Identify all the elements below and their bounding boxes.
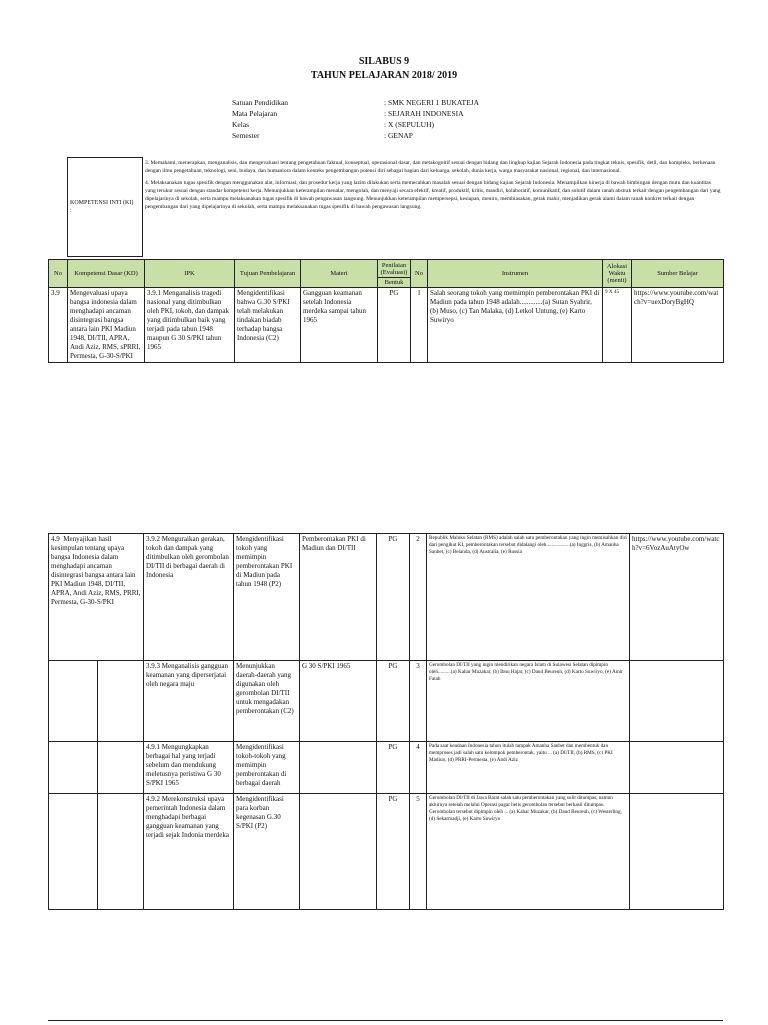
ki4-text: 4. Melaksanakan tugas spesifik dengan menggunakan alat, informasi, dan prosedur kerja yang lazim dilakukan serta memecahkan masalah sesuai dengan bidang kajian Sejarah Indonesia. Menampilkan kinerja di bawah bimbingan dengan mutu dan kuantitas yang terukur sesuai dengan standar kompetensi kerja. Menunjukkan keterampilan menalar, mengolah, dan menyaji secara efektif, kreatif, produktif, kritis, mandiri, kolaboratif, komunikatif, dan solutif dalam ranah abstrak terkait dengan pengembangan dari yang dipelajarinya di sekolah, serta mampu melaksanakan tugas spesifik di bawah pengawasan langsung. Menunjukkan keterampilan mempersepsi, kesiapan, meniru, membiasakan, gerak mahir, menjadikan gerak alami dalam ranah konkret terkait dengan pengembangan dari yang dipelajarinya di sekolah, serta mampu melaksanakan tugas spesifik di bawah pengawasan langsung.	[145, 179, 721, 210]
table-row	[49, 794, 724, 910]
row-instrumen: Gerombolan DI/TII di Jawa Barat salah satu pemberontakan yang sulit ditumpas, namun akhirnya setelah melalui Operasi pagar betis gerombolan tersebut berhasil ditumpas. Gerombolan tersebut dipimpin oleh ... (a) Kahar Muzakar, (b) Daud Beureuh, (c) Westerling, (d) Sekarmadji, (e) Karto Suwiryo	[427, 794, 630, 910]
row-sumber: https://www.youtube.com/watch?v=6VozAuAtyOw	[630, 534, 724, 661]
header-sumber: Sumber Belajar	[632, 260, 724, 288]
row-empty	[630, 661, 724, 742]
meta-value: : X (SEPULUH)	[384, 120, 434, 129]
row-tujuan: Mengidentifikasi para korban kegenasan G.30 S/PKI (P2)	[234, 794, 300, 910]
row-materi: Gangguan keamanan setelah Indonesia merdeka sampai tahun 1965	[301, 288, 378, 363]
row-materi: Pemberontakan PKI di Madiun dan DI/TII	[300, 534, 377, 661]
row-kd: Mengevaluasi upaya bangsa indonesia dalam menghadapi ancaman disintegrasi bangsa antara lain PKI Madiun 1948, DI/TII, APRA, Andi Aziz, RMS, sPRRI, Permesta, G-30-S/PKI	[68, 288, 145, 363]
meta-value: : GENAP	[384, 131, 413, 140]
course-info	[232, 97, 584, 141]
ki3-text: 3. Memahami, menerapkan, menganalisis, dan mengevaluasi tentang pengetahuan faktual, konseptual, operasional dasar, dan metakognitif sesuai dengan bidang dan lingkup kajian Sejarah Indonesia pada tingkat teknis, spesifik, detil, dan kompleks, berkenaan dengan ilmu pengetahuan, teknologi, seni, budaya, dan humaniora dalam konteks pengembangan potensi diri sebagai bagian dari keluarga, sekolah, dunia kerja, warga masyarakat nasional, regional, dan internasional.	[145, 159, 716, 174]
row-instrumen: Salah seorang tokoh yang memimpin pemberontakan PKI di Madiun pada tahun 1948 adalah.............(a) Sutan Syahrir, (b) Muso, (c) Tan Malaka, (d) Letkol Untung, (e) Karto Suwiryo	[428, 288, 603, 363]
ki-separator: :	[70, 208, 72, 214]
row-empty	[300, 794, 377, 910]
row-sumber: https://www.youtube.com/watch?v=uexDoryBgHQ	[632, 288, 724, 363]
row-ipk: 3.9.1 Menganalisis tragedi nasional yang ditimbulkan oleh PKI, tokoh, dan dampak yang ditimbulkan baik yang terjadi pada tahun 1948 maupun G 30 S/PKI tahun 1965	[145, 288, 235, 363]
ki-content	[143, 158, 725, 257]
table-row	[49, 534, 724, 661]
ki-label-cell	[68, 158, 143, 257]
row-no2: 1	[411, 288, 428, 363]
row-ipk: 4.9.2 Merekonstruksi upaya pemerintah Indonesia dalam menghadapi berbagai gangguan keamanan yang terjadi sejak Indonia merdeka	[144, 794, 234, 910]
row-ipk: 3.9.2 Menguraikan gerakan, tokoh dan dampak yang ditimbulkan oleh gerombolan DI/TII di berbagai daerah di Indonesia	[144, 534, 234, 661]
ki-label: KOMPETENSI INTI (KI)	[70, 200, 134, 206]
row-empty	[98, 794, 144, 910]
row-tujuan: Mengidentifikasi bahwa G.30 S/PKI telah melakukan tindakan biadab terhadap bangsa Indonesia (C2)	[235, 288, 301, 363]
header-no: No	[49, 260, 68, 288]
header-no2: No	[411, 260, 428, 288]
meta-key: Kelas	[232, 120, 250, 129]
row-bentuk: PG	[378, 288, 411, 363]
table-row	[49, 288, 724, 363]
table-row	[49, 661, 724, 742]
meta-key: Satuan Pendidikan	[232, 98, 289, 107]
row-ipk: 4.9.1 Mengungkapkan berbagai hal yang terjadi sebelum dan mendukung meletusnya peristiwa G 30 S/PKI 1965	[144, 742, 234, 794]
row-no2: 5	[410, 794, 427, 910]
row-empty	[630, 742, 724, 794]
row-bentuk: PG	[377, 742, 410, 794]
row-instrumen: Pada saat keadaan Indonesia tahun itulah tampak Amanha Sanbet dan membentuk dan memproses jadi salah satu kelompok pemberontak, yaitu ... (a) DI/TII, (b) RMS, (c) PKI Madiun, (d) PRRI-Permesta, (e) Andi Aziz	[427, 742, 630, 794]
header-alokasi: Alokasi Waktu (menit)	[603, 260, 632, 288]
row-tujuan: Mengidentifikasi tokoh-tokoh yang memimpin pemberontakan di berbagai daerah	[234, 742, 300, 794]
row-empty	[49, 794, 98, 910]
row-ipk: 3.9.3 Menganalisis gangguan keamanan yang diperserjatai oleh negara maju	[144, 661, 234, 742]
row-no2: 2	[410, 534, 427, 661]
row-empty	[630, 794, 724, 910]
row-kd-text: Menyajikan hasil kesimpulan tentang upaya bangsa Indonesia dalam menghadapi ancaman disintegrasi bangsa antara lain PKI Madiun 1948, DI/TII, APRA, Andi Aziz, RMS, PRRI, Permesta, G-30-S/PKI	[51, 535, 141, 606]
row-instrumen: Gerombolan DI/TII yang ingin mendirikan negara Islam di Sulawesi Selatan dipimpin oleh..........(a) Kahar Muzakar, (b) Ibnu Hajar, (c) Daud Beureuh, (d) Karto Suwiryo, (e) Amir Fatah	[427, 661, 630, 742]
academic-year-title: TAHUN PELAJARAN 2018/ 2019	[310, 70, 458, 81]
header-bentuk: Bentuk	[378, 278, 411, 288]
competency-table	[67, 157, 725, 257]
row-kd	[49, 534, 144, 661]
row-empty	[49, 742, 98, 794]
meta-value: : SEJARAH INDONESIA	[384, 109, 464, 118]
row-empty	[300, 742, 377, 794]
row-no2: 3	[410, 661, 427, 742]
syllabus-table-2	[48, 533, 724, 910]
header-penilaian: Penilaian (Evaluasi)	[378, 260, 411, 278]
header-kd: Kompetensi Dasar (KD)	[68, 260, 145, 288]
row-empty	[98, 742, 144, 794]
row-alokasi: 9 X 45	[603, 288, 632, 363]
row-no: 4.9	[51, 535, 60, 543]
row-bentuk: PG	[377, 794, 410, 910]
header-instrumen: Instrumen	[428, 260, 603, 288]
row-empty	[49, 661, 98, 742]
row-bentuk: PG	[377, 534, 410, 661]
next-page-table-edge	[48, 1020, 723, 1025]
meta-key: Semester	[232, 131, 260, 140]
row-tujuan: Menunjukkan daerah-daerah yang digunakan oleh gerombolan DI/TII untuk mengadakan pemberontakan (C2)	[234, 661, 300, 742]
header-materi: Materi	[301, 260, 378, 288]
meta-value: : SMK NEGERI 1 BUKATEJA	[384, 98, 480, 107]
table-row	[49, 742, 724, 794]
header-tujuan: Tujuan Pembelajaran	[235, 260, 301, 288]
row-tujuan: Mengidentifikasi tokoh yang memimpin pemberontakan PKI di Madiun pada tahun 1948 (P2)	[234, 534, 300, 661]
row-materi: G 30 S/PKI 1965	[300, 661, 377, 742]
syllabus-table-1	[48, 259, 724, 363]
row-instrumen: Republik Maluku Selatan (RMS) adalah salah satu pemberontakan yang ingin memisahkan diri dari pengikut KI, pemberontakan tersebut didalangi oleh..................(a) Inggris, (b) Amanha Sanbet, (c) Belanda, (d) Australia, (e) Russia	[427, 534, 630, 661]
row-no2: 4	[410, 742, 427, 794]
header-ipk: IPK	[145, 260, 235, 288]
row-no: 3.9	[49, 288, 68, 363]
syllabus-title: SILABUS 9	[358, 56, 410, 67]
row-empty	[98, 661, 144, 742]
row-bentuk: PG	[377, 661, 410, 742]
meta-key: Mata Pelajaran	[232, 109, 278, 118]
